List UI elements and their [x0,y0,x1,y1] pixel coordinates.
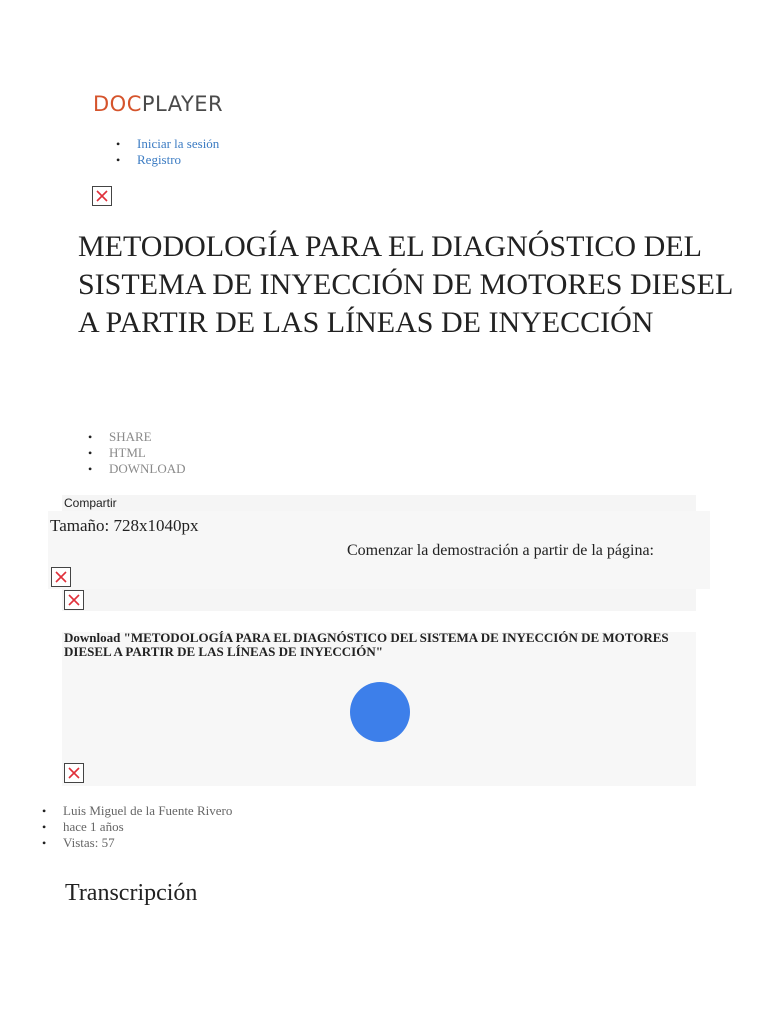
broken-image-icon [51,567,71,587]
loading-spinner-icon [350,682,410,742]
broken-image-icon [64,763,84,783]
author-name[interactable]: • Luis Miguel de la Fuente Rivero [63,803,232,819]
size-label: Tamaño: 728x1040px [50,516,199,535]
download-link[interactable]: • DOWNLOAD [109,461,186,477]
logo-doc-text: DOC [93,92,142,116]
upload-time: • hace 1 años [63,819,232,835]
broken-image-icon [64,590,84,610]
broken-image-icon [92,186,112,206]
view-count: • Vistas: 57 [63,835,232,851]
document-meta [63,803,232,851]
share-label: Compartir [64,496,117,510]
preview-strip [62,589,696,611]
share-link[interactable]: • SHARE [109,429,186,445]
docplayer-logo[interactable] [93,92,223,116]
start-page-label: Comenzar la demostración a partir de la página: [347,542,654,559]
transcription-heading: Transcripción [65,880,198,906]
logo-player-text: PLAYER [141,92,224,116]
account-nav [137,136,219,168]
document-actions [109,429,186,477]
page-title: METODOLOGÍA PARA EL DIAGNÓSTICO DEL SISTEMA DE INYECCIÓN DE MOTORES DIESEL A PARTIR DE LAS LÍNEAS DE INYECCIÓN [78,230,733,339]
login-link[interactable]: • Iniciar la sesión [137,136,219,152]
share-button[interactable] [64,496,117,510]
html-link[interactable]: • HTML [109,445,186,461]
register-link[interactable]: • Registro [137,152,219,168]
download-title[interactable]: Download "METODOLOGÍA PARA EL DIAGNÓSTICO DEL SISTEMA DE INYECCIÓN DE MOTORES DIESEL A PARTIR DE LAS LÍNEAS DE INYECCIÓN" [64,630,669,659]
share-bar [62,495,696,511]
